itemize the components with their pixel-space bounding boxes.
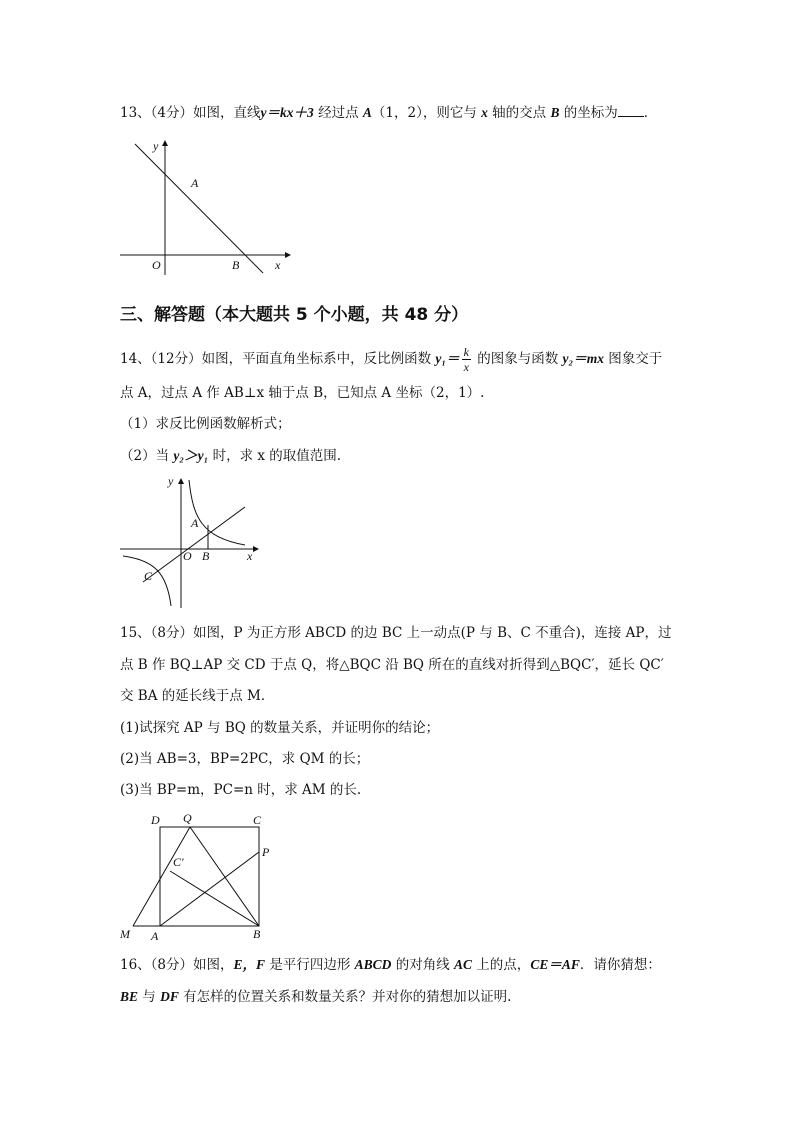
q15-line1: 15、（8分）如图，P 为正方形 ABCD 的边 BC 上一动点(P 与 B、C 不重合)，连接 AP，过 [120, 625, 672, 641]
q15-line2: 点 B 作 BQ⊥AP 交 CD 于点 Q，将△BQC 沿 BQ 所在的直线对折得到△BQC′，延长 QC′ [120, 657, 664, 673]
q14-line2: 点 A，过点 A 作 AB⊥x 轴于点 B，已知点 A 坐标（2，1）. [120, 385, 485, 401]
q14-fig-c: C [144, 569, 153, 583]
q15-fig-q: Q [183, 811, 192, 825]
q14-fraction [462, 345, 471, 374]
q16-text-g: 有怎样的位置关系和数量关系？并对你的猜想加以证明. [178, 989, 512, 1005]
q14-part2 [120, 446, 341, 466]
q16-text-e: ．请你猜想： [579, 957, 661, 973]
q13-fig-b: B [232, 258, 240, 272]
q13-equation: y＝kx＋3 [260, 105, 314, 120]
q13-figure [115, 138, 295, 278]
q13-prefix: 13、（4分）如图，直线 [120, 105, 261, 121]
q13-point-b: B [550, 105, 560, 120]
q14-y2: y₂＝mx [562, 351, 604, 366]
q16-ef: E，F [233, 957, 266, 972]
q15-line3: 交 BA 的延长线于点 M． [120, 688, 275, 704]
q13-text [120, 103, 657, 123]
q14-frac-den: x [463, 360, 469, 374]
q14-text-b: 的图象与函数 [472, 351, 563, 367]
q14-part2-b: 时，求 x 的取值范围. [208, 448, 342, 464]
q14-y1: y₁＝ [435, 351, 460, 366]
section-title: 三、解答题（本大题共 5 个小题，共 48 分） [120, 305, 469, 325]
q16-text-c: 的对角线 [391, 957, 454, 973]
q15-fig-b: B [253, 927, 261, 941]
q16-ac: AC [454, 957, 473, 972]
q14-text-c: 图象交于 [603, 351, 663, 367]
q13-point-a: A [362, 105, 372, 120]
q14-fig-a: A [191, 516, 199, 530]
q16-df: DF [160, 989, 179, 1004]
q13-mid2: 轴的交点 [487, 105, 551, 121]
answer-blank[interactable] [618, 103, 644, 117]
q14-fig-x: x [247, 549, 253, 563]
q16-text-a: 16、（8分）如图， [120, 957, 234, 973]
q16-abcd: ABCD [354, 957, 392, 972]
q14-part1: （1）求反比例函数解析式； [120, 416, 291, 432]
q16-be: BE [120, 989, 139, 1004]
q15-fig-cprime: C′ [173, 855, 184, 869]
q15-fig-m: M [120, 927, 130, 941]
q14-fig-o: O [183, 549, 192, 563]
q15-fig-c: C [253, 813, 262, 827]
q15-part1: (1)试探究 AP 与 BQ 的数量关系，并证明你的结论； [120, 720, 440, 736]
q14-figure [115, 472, 265, 612]
q13-suffix: 的坐标为 [559, 105, 618, 121]
q16-ceaf: CE＝AF [530, 957, 580, 972]
q13-fig-x: x [275, 258, 281, 272]
q13-mid: 经过点 [313, 105, 363, 121]
q14-frac-num: k [463, 345, 469, 359]
q13-fig-y: y [153, 139, 159, 153]
q15-part2: (2)当 AB=3，BP=2PC，求 QM 的长； [120, 751, 370, 767]
q15-figure [115, 808, 285, 948]
q14-fig-y: y [168, 474, 174, 488]
q16-line1 [120, 955, 661, 975]
q16-text-b: 是平行四边形 [265, 957, 355, 973]
q14-text-a: 14、（12分）如图，平面直角坐标系中，反比例函数 [120, 351, 436, 367]
q13-fig-a: A [191, 176, 199, 190]
q13-coords: （1，2），则它与 [371, 105, 482, 121]
q14-part2-cond: y₂＞y₁ [173, 448, 209, 463]
q15-part3: (3)当 BP=m，PC=n 时，求 AM 的长. [120, 782, 362, 798]
q14-fig-b: B [202, 549, 210, 563]
q14-part2-a: （2）当 [120, 448, 174, 464]
q14-line1 [120, 345, 662, 374]
q15-fig-a: A [151, 929, 159, 943]
q16-text-d: 上的点， [472, 957, 531, 973]
q15-fig-p: P [262, 845, 270, 859]
q16-text-f: 与 [138, 989, 161, 1005]
q15-fig-d: D [151, 813, 160, 827]
q13-fig-o: O [152, 258, 161, 272]
q13-end: ． [643, 105, 658, 121]
q16-line2 [120, 987, 511, 1007]
q13-x: x [481, 105, 488, 120]
